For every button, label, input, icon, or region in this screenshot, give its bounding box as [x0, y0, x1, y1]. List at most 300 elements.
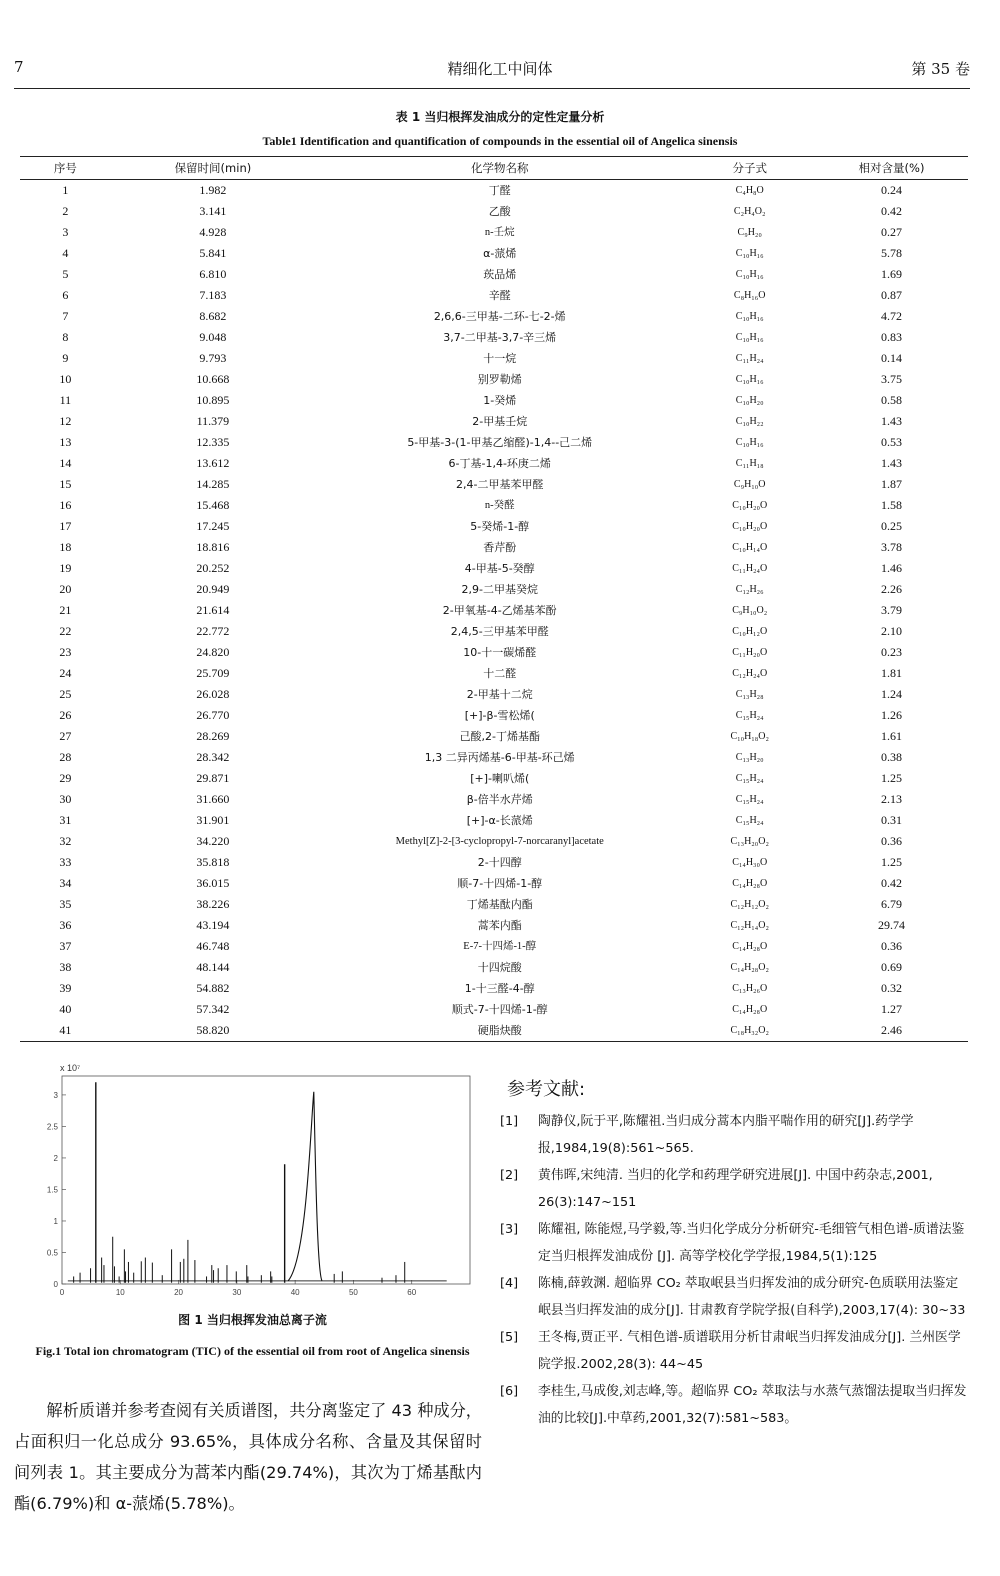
- compound-name: E-7-十四烯-1-醇: [463, 941, 537, 952]
- table-row: [20, 915, 968, 936]
- row-number: 14: [59, 456, 72, 470]
- retention-time: 21.614: [196, 603, 230, 617]
- table-row: [20, 411, 968, 432]
- molecular-formula: C₁₂H₂₆: [735, 584, 764, 595]
- retention-time: 13.612: [196, 456, 230, 470]
- reference-item: [500, 1216, 970, 1270]
- row-number: 24: [59, 666, 72, 680]
- row-number: 31: [59, 813, 72, 827]
- relative-content: 1.46: [880, 561, 902, 575]
- relative-content: 1.43: [880, 456, 902, 470]
- row-number: 19: [59, 561, 72, 575]
- compound-name: 1-癸烯: [483, 394, 517, 407]
- compound-name: [+]-喇叭烯(: [470, 772, 530, 785]
- compound-name: α-蒎烯: [483, 247, 517, 260]
- row-number: 38: [59, 960, 72, 974]
- table-row: [20, 873, 968, 894]
- retention-time: 17.245: [196, 519, 230, 533]
- table-row: [20, 978, 968, 999]
- table-row: [20, 558, 968, 579]
- table-row: [20, 999, 968, 1020]
- compound-name: 4-甲基-5-癸醇: [464, 562, 535, 575]
- table-row: [20, 831, 968, 852]
- table-row: [20, 348, 968, 369]
- relative-content: 0.83: [880, 330, 902, 344]
- column-header: 相对含量(%): [815, 157, 968, 180]
- relative-content: 6.79: [880, 897, 902, 911]
- column-header: 保留时间(min): [111, 157, 315, 180]
- row-number: 33: [59, 855, 72, 869]
- x-tick-label: 0: [59, 1288, 65, 1297]
- compound-name: 十一烷: [483, 352, 517, 365]
- row-number: 30: [59, 792, 72, 806]
- reference-item: [500, 1162, 970, 1216]
- table-row: [20, 852, 968, 873]
- row-number: 4: [62, 246, 69, 260]
- reference-number: [1]: [500, 1114, 519, 1129]
- table-row: [20, 621, 968, 642]
- relative-content: 1.81: [880, 666, 902, 680]
- relative-content: 2.26: [880, 582, 902, 596]
- table-row: [20, 453, 968, 474]
- table-row: [20, 726, 968, 747]
- molecular-formula: C₁₁H₂₀O: [732, 647, 768, 658]
- reference-item: [500, 1108, 970, 1162]
- molecular-formula: C₁₂H₁₄O₂: [730, 920, 769, 931]
- table-row: [20, 705, 968, 726]
- compound-name: n-癸醛: [484, 500, 515, 511]
- compound-name: 2-十四醇: [477, 856, 522, 869]
- compound-name: 莰品烯: [483, 268, 517, 281]
- reference-item: [500, 1324, 970, 1378]
- compound-name: 顺-7-十四烯-1-醇: [457, 877, 543, 890]
- relative-content: 1.25: [880, 855, 902, 869]
- row-number: 18: [59, 540, 72, 554]
- table-body: [20, 180, 968, 1042]
- relative-content: 2.46: [815, 1020, 968, 1042]
- compound-name: 辛醛: [488, 289, 511, 302]
- relative-content: 1.27: [880, 1002, 902, 1016]
- row-number: 34: [59, 876, 72, 890]
- reference-text: 陈耀祖, 陈能煜,马学毅,等.当归化学成分分析研究-毛细管气相色谱-质谱法鉴定当归根挥发油成份 [J]. 高等学校化学学报,1984,5(1):125: [538, 1222, 965, 1264]
- row-number: 12: [59, 414, 72, 428]
- compound-name: 己酸,2-丁烯基酯: [459, 730, 540, 743]
- y-tick-label: 0.5: [46, 1248, 58, 1258]
- retention-time: 5.841: [199, 246, 227, 260]
- table-row: [20, 222, 968, 243]
- x-tick-label: 40: [290, 1288, 300, 1297]
- y-multiplier-label: x 10⁷: [60, 1063, 81, 1073]
- retention-time: 10.895: [196, 393, 230, 407]
- molecular-formula: C₁₀H₁₈O₂: [730, 731, 769, 742]
- row-number: 40: [59, 1002, 72, 1016]
- row-number: 25: [59, 687, 72, 701]
- relative-content: 4.72: [880, 309, 902, 323]
- retention-time: 28.342: [196, 750, 230, 764]
- results-paragraph: 解析质谱并参考查阅有关质谱图，共分离鉴定了 43 种成分，占面积归一化总成分 93.65%，具体成分名称、含量及其保留时间列表 1。其主要成分为蒿苯内酯(29.74%)，其次为丁烯基酞内酯(6.79%)和 α-蒎烯(5.78%)。: [14, 1401, 482, 1513]
- retention-time: 22.772: [196, 624, 230, 638]
- retention-time: 3.141: [199, 204, 227, 218]
- compound-name: 5-甲基-3-(1-甲基乙缩醛)-1,4--己二烯: [407, 436, 593, 449]
- compound-name: 6-丁基-1,4-环庚二烯: [448, 457, 551, 470]
- table-row: [20, 474, 968, 495]
- retention-time: 38.226: [196, 897, 230, 911]
- row-number: 17: [59, 519, 72, 533]
- reference-text: 黄伟晖,宋纯清. 当归的化学和药理学研究进展[J]. 中国中药杂志,2001, 26(3):147~151: [538, 1168, 933, 1210]
- compound-name: 2,6,6-三甲基-二环-七-2-烯: [433, 310, 566, 323]
- y-tick-label: 2.5: [46, 1122, 58, 1132]
- retention-time: 8.682: [199, 309, 227, 323]
- table-row: [20, 600, 968, 621]
- row-number: 22: [59, 624, 72, 638]
- row-number: 6: [62, 288, 69, 302]
- row-number: 26: [59, 708, 72, 722]
- relative-content: 0.69: [880, 960, 902, 974]
- molecular-formula: C₄H₈O: [735, 185, 764, 196]
- retention-time: 29.871: [196, 771, 230, 785]
- table-row: [20, 264, 968, 285]
- molecular-formula: C₁₀H₁₆: [735, 248, 764, 259]
- molecular-formula: C₁₀H₁₆: [735, 332, 764, 343]
- compound-name: 2-甲基壬烷: [472, 415, 528, 428]
- row-number: 11: [59, 393, 72, 407]
- reference-text: 王冬梅,贾正平. 气相色谱-质谱联用分析甘肃岷当归挥发油成分[J]. 兰州医学院学报.2002,28(3): 44~45: [538, 1330, 961, 1372]
- molecular-formula: C₁₂H₂₄O: [732, 668, 768, 679]
- retention-time: 12.335: [196, 435, 230, 449]
- retention-time: 36.015: [196, 876, 230, 890]
- molecular-formula: C₁₀H₂₀O: [732, 521, 768, 532]
- row-number: 8: [62, 330, 69, 344]
- table-row: [20, 432, 968, 453]
- volume-label: 第 35 卷: [911, 60, 970, 78]
- row-number: 27: [59, 729, 72, 743]
- molecular-formula: C₁₄H₂₈O: [732, 1004, 768, 1015]
- table-row: [20, 201, 968, 222]
- molecular-formula: C₉H₁₀O₂: [732, 605, 768, 616]
- retention-time: 10.668: [196, 372, 230, 386]
- relative-content: 1.25: [880, 771, 902, 785]
- relative-content: 1.69: [880, 267, 902, 281]
- row-number: 23: [59, 645, 72, 659]
- relative-content: 3.79: [880, 603, 902, 617]
- relative-content: 0.25: [880, 519, 902, 533]
- retention-time: 54.882: [196, 981, 230, 995]
- x-tick-label: 20: [174, 1288, 184, 1297]
- relative-content: 0.38: [880, 750, 902, 764]
- compound-name: n-壬烷: [484, 227, 515, 238]
- retention-time: 26.028: [196, 687, 230, 701]
- retention-time: 34.220: [196, 834, 230, 848]
- molecular-formula: C₁₀H₂₀O: [732, 500, 768, 511]
- relative-content: 0.42: [880, 876, 902, 890]
- relative-content: 2.13: [880, 792, 902, 806]
- table-row: [20, 1020, 968, 1042]
- broad-peak: [288, 1092, 322, 1281]
- row-number: 10: [59, 372, 72, 386]
- relative-content: 0.36: [880, 939, 902, 953]
- relative-content: 0.53: [880, 435, 902, 449]
- compound-name: 蒿苯内酯: [477, 919, 522, 932]
- retention-time: 35.818: [196, 855, 230, 869]
- molecular-formula: C₁₁H₂₄O: [732, 563, 768, 574]
- molecular-formula: C₁₅H₂₄: [735, 815, 764, 826]
- retention-time: 31.660: [196, 792, 230, 806]
- retention-time: 57.342: [196, 1002, 230, 1016]
- column-header: 化学物名称: [315, 157, 684, 180]
- compound-name: 别罗勒烯: [477, 373, 522, 386]
- retention-time: 18.816: [196, 540, 230, 554]
- compound-name: [+]-β-雪松烯(: [464, 709, 535, 722]
- page-header: [0, 58, 1000, 82]
- molecular-formula: C₁₀H₂₀: [735, 395, 764, 406]
- molecular-formula: C₈H₁₆O: [733, 290, 766, 301]
- row-number: 36: [59, 918, 72, 932]
- relative-content: 3.78: [880, 540, 902, 554]
- table-row: [20, 243, 968, 264]
- retention-time: 58.820: [111, 1020, 315, 1042]
- molecular-formula: C₂H₄O₂: [733, 206, 766, 217]
- molecular-formula: C₁₁H₂₄: [735, 353, 764, 364]
- relative-content: 0.23: [880, 645, 902, 659]
- compound-name: 香芹酚: [483, 541, 517, 554]
- compound-name: 顺式-7-十四烯-1-醇: [451, 1003, 548, 1016]
- retention-time: 43.194: [196, 918, 230, 932]
- row-number: 20: [59, 582, 72, 596]
- peak-lines: [74, 1082, 405, 1282]
- reference-text: 陶静仪,阮于平,陈耀祖.当归成分蒿本内脂平喘作用的研究[J].药学学报,1984,19(8):561~565.: [538, 1114, 914, 1156]
- x-tick-label: 30: [232, 1288, 242, 1297]
- compound-name: β-倍半水芹烯: [466, 793, 533, 806]
- row-number: 21: [59, 603, 72, 617]
- relative-content: 1.43: [880, 414, 902, 428]
- table-row: [20, 789, 968, 810]
- y-tick-label: 1.5: [46, 1185, 58, 1195]
- compound-name: 1,3 二异丙烯基-6-甲基-环己烯: [424, 751, 575, 764]
- x-tick-label: 10: [115, 1288, 125, 1297]
- molecular-formula: C₁₅H₂₄: [735, 710, 764, 721]
- molecular-formula: C₁₃H₂₆O: [732, 983, 768, 994]
- relative-content: 1.24: [880, 687, 902, 701]
- compound-name: 1-十三醛-4-醇: [464, 982, 535, 995]
- retention-time: 6.810: [199, 267, 227, 281]
- molecular-formula: C₁₄H₂₈O₂: [730, 962, 769, 973]
- compound-name: 丁醛: [488, 184, 511, 197]
- table-row: [20, 642, 968, 663]
- x-tick-label: 60: [407, 1288, 417, 1297]
- compounds-table: [20, 156, 968, 1042]
- molecular-formula: C₁₂H₁₂O₂: [730, 899, 769, 910]
- row-number: 2: [62, 204, 69, 218]
- reference-number: [6]: [500, 1384, 519, 1399]
- references-list: [500, 1108, 970, 1432]
- relative-content: 0.27: [880, 225, 902, 239]
- row-number: 41: [20, 1020, 111, 1042]
- row-number: 39: [59, 981, 72, 995]
- molecular-formula: C₁₀H₁₆: [735, 311, 764, 322]
- molecular-formula: C₁₀H₁₄O: [732, 542, 768, 553]
- reference-item: [500, 1270, 970, 1324]
- table-caption-en: Table1 Identification and quantification of compounds in the essential oil of Angelica sinensis: [262, 134, 738, 148]
- compound-name: 2,9-二甲基癸烷: [461, 583, 538, 596]
- retention-time: 9.793: [199, 351, 227, 365]
- compound-name: 丁烯基酞内酯: [466, 898, 533, 911]
- references-title: 参考文献:: [507, 1079, 586, 1100]
- row-number: 16: [59, 498, 72, 512]
- row-number: 5: [62, 267, 69, 281]
- retention-time: 31.901: [196, 813, 230, 827]
- retention-time: 11.379: [196, 414, 230, 428]
- tic-chromatogram: [40, 1062, 485, 1302]
- retention-time: 28.269: [196, 729, 230, 743]
- table-row: [20, 747, 968, 768]
- row-number: 15: [59, 477, 72, 491]
- retention-time: 24.820: [196, 645, 230, 659]
- reference-number: [4]: [500, 1276, 519, 1291]
- reference-text: 陈楠,薛敦渊. 超临界 CO₂ 萃取岷县当归挥发油的成分研究-色质联用法鉴定岷县当归挥发油的成分[J]. 甘肃教育学院学报(自科学),2003,17(4): 30~33: [538, 1276, 966, 1318]
- reference-number: [2]: [500, 1168, 519, 1183]
- relative-content: 1.87: [880, 477, 902, 491]
- table-header-row: [20, 157, 968, 180]
- table-row: [20, 369, 968, 390]
- retention-time: 9.048: [199, 330, 227, 344]
- compound-name: [+]-α-长蒎烯: [466, 814, 533, 827]
- reference-number: [5]: [500, 1330, 519, 1345]
- table-row: [20, 180, 968, 202]
- y-tick-label: 3: [53, 1090, 58, 1100]
- y-tick-label: 2: [53, 1153, 58, 1163]
- molecular-formula: C₁₀H₁₆: [735, 437, 764, 448]
- relative-content: 1.26: [880, 708, 902, 722]
- retention-time: 1.982: [199, 183, 227, 197]
- relative-content: 0.31: [880, 813, 902, 827]
- compound-name: 硬脂炔酸: [315, 1020, 684, 1042]
- molecular-formula: C₁₀H₁₂O: [732, 626, 768, 637]
- figure-caption-cn: 图 1 当归根挥发油总离子流: [178, 1313, 327, 1327]
- molecular-formula: C₁₅H₂₄: [735, 773, 764, 784]
- relative-content: 0.58: [880, 393, 902, 407]
- retention-time: 48.144: [196, 960, 230, 974]
- row-number: 32: [59, 834, 72, 848]
- relative-content: 0.14: [880, 351, 902, 365]
- table-row: [20, 516, 968, 537]
- y-tick-label: 0: [53, 1280, 58, 1289]
- retention-time: 14.285: [196, 477, 230, 491]
- row-number: 13: [59, 435, 72, 449]
- row-number: 35: [59, 897, 72, 911]
- reference-text: 李桂生,马成俊,刘志峰,等。超临界 CO₂ 萃取法与水蒸气蒸馏法提取当归挥发油的比较[J].中草药,2001,32(7):581~583。: [538, 1384, 967, 1426]
- retention-time: 4.928: [199, 225, 227, 239]
- molecular-formula: C₁₈H₃₂O₂: [684, 1020, 815, 1042]
- row-number: 3: [62, 225, 69, 239]
- column-header: 序号: [20, 157, 111, 180]
- row-number: 37: [59, 939, 72, 953]
- table-caption-cn: 表 1 当归根挥发油成分的定性定量分析: [395, 110, 605, 124]
- compound-name: 2,4,5-三甲基苯甲醛: [450, 625, 549, 638]
- molecular-formula: C₁₀H₁₆: [735, 269, 764, 280]
- x-tick-label: 50: [348, 1288, 358, 1297]
- relative-content: 0.24: [880, 183, 902, 197]
- molecular-formula: C₁₃H₂₀: [735, 752, 764, 763]
- retention-time: 20.949: [196, 582, 230, 596]
- molecular-formula: C₁₀H₂₂: [735, 416, 764, 427]
- table-row: [20, 894, 968, 915]
- relative-content: 1.58: [880, 498, 902, 512]
- relative-content: 2.10: [880, 624, 902, 638]
- retention-time: 20.252: [196, 561, 230, 575]
- page-number: 7: [14, 58, 24, 76]
- molecular-formula: C₁₀H₁₆: [735, 374, 764, 385]
- retention-time: 46.748: [196, 939, 230, 953]
- table-row: [20, 495, 968, 516]
- table-row: [20, 390, 968, 411]
- row-number: 1: [62, 183, 69, 197]
- compound-name: 乙酸: [488, 205, 511, 218]
- compound-name: 十四烷酸: [477, 961, 522, 974]
- molecular-formula: C₁₄H₃₀O: [732, 857, 768, 868]
- row-number: 29: [59, 771, 72, 785]
- relative-content: 0.42: [880, 204, 902, 218]
- table-row: [20, 810, 968, 831]
- row-number: 28: [59, 750, 72, 764]
- molecular-formula: C₉H₂₀: [737, 227, 762, 238]
- table-row: [20, 306, 968, 327]
- journal-name: 精细化工中间体: [447, 60, 553, 78]
- compound-name: 5-癸烯-1-醇: [470, 520, 530, 533]
- reference-item: [500, 1378, 970, 1432]
- relative-content: 0.87: [880, 288, 902, 302]
- y-tick-label: 1: [53, 1216, 58, 1226]
- table-row: [20, 684, 968, 705]
- row-number: 9: [62, 351, 69, 365]
- retention-time: 26.770: [196, 708, 230, 722]
- relative-content: 5.78: [880, 246, 902, 260]
- figure-caption-en: Fig.1 Total ion chromatogram (TIC) of the essential oil from root of Angelica sinensis: [35, 1344, 470, 1358]
- molecular-formula: C₁₄H₂₈O: [732, 878, 768, 889]
- table-row: [20, 663, 968, 684]
- compound-name: Methyl[Z]-2-[3-cyclopropyl-7-norcaranyl]acetate: [395, 836, 604, 847]
- row-number: 7: [62, 309, 69, 323]
- relative-content: 29.74: [877, 918, 905, 932]
- table-row: [20, 537, 968, 558]
- compound-name: 2,4-二甲基苯甲醛: [456, 478, 544, 491]
- plot-frame: [62, 1076, 470, 1284]
- relative-content: 1.61: [880, 729, 902, 743]
- table-row: [20, 936, 968, 957]
- molecular-formula: C₁₃H₂₀O₂: [730, 836, 769, 847]
- table-row: [20, 579, 968, 600]
- compound-name: 3,7-二甲基-3,7-辛三烯: [443, 331, 557, 344]
- table-row: [20, 327, 968, 348]
- retention-time: 15.468: [196, 498, 230, 512]
- column-header: 分子式: [684, 157, 815, 180]
- molecular-formula: C₁₄H₂₈O: [732, 941, 768, 952]
- relative-content: 3.75: [880, 372, 902, 386]
- compound-name: 10-十一碳烯醛: [463, 646, 537, 659]
- reference-number: [3]: [500, 1222, 519, 1237]
- molecular-formula: C₁₁H₁₈: [735, 458, 764, 469]
- table-row: [20, 285, 968, 306]
- molecular-formula: C₉H₁₀O: [733, 479, 766, 490]
- compound-name: 2-甲基十二烷: [466, 688, 533, 701]
- relative-content: 0.32: [880, 981, 902, 995]
- table-row: [20, 768, 968, 789]
- retention-time: 25.709: [196, 666, 230, 680]
- molecular-formula: C₁₅H₂₄: [735, 794, 764, 805]
- header-rule: [14, 88, 970, 89]
- molecular-formula: C₁₃H₂₈: [735, 689, 764, 700]
- relative-content: 0.36: [880, 834, 902, 848]
- compound-name: 十二醛: [483, 667, 517, 680]
